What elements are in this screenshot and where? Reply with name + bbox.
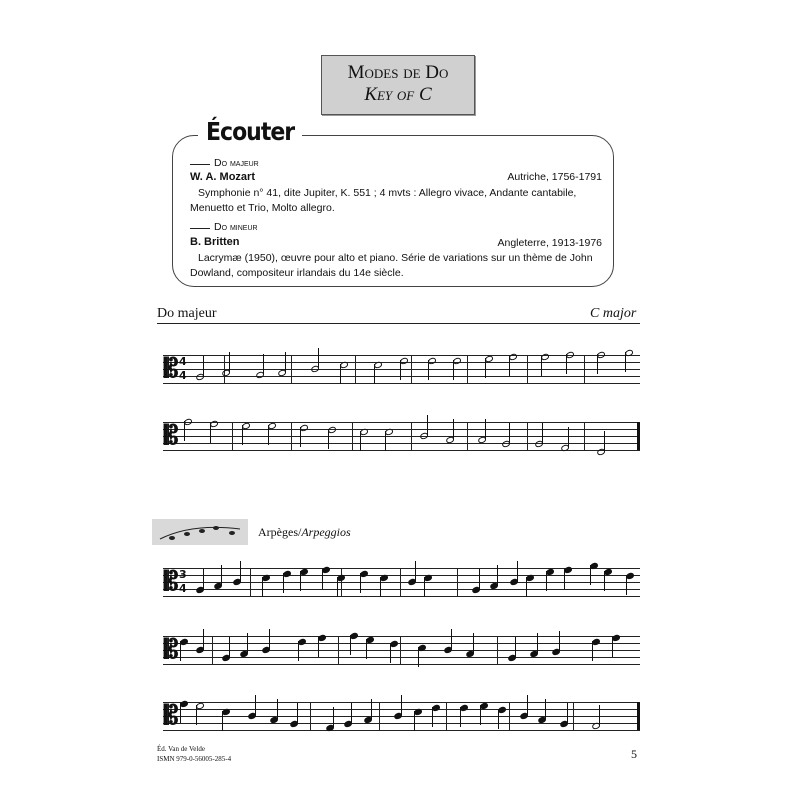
barline xyxy=(467,355,468,383)
barline xyxy=(338,636,339,664)
note-stem xyxy=(542,423,543,443)
note-stem xyxy=(460,707,461,727)
note-stem xyxy=(473,633,474,653)
note-stem xyxy=(285,352,286,372)
note-stem xyxy=(592,641,593,661)
note-stem xyxy=(545,699,546,719)
note-stem xyxy=(351,703,352,723)
staff-line xyxy=(163,369,640,370)
barline xyxy=(584,355,585,383)
barline xyxy=(310,702,311,730)
note-stem xyxy=(566,354,567,374)
arpeggio-label-english: Arpeggios xyxy=(301,525,351,539)
staff-4 xyxy=(163,636,640,664)
note-stem xyxy=(210,423,211,443)
note-stem xyxy=(527,695,528,715)
staff-line xyxy=(163,636,640,637)
note-stem xyxy=(203,356,204,376)
note-stem xyxy=(401,695,402,715)
note-stem xyxy=(604,431,605,451)
barline xyxy=(212,636,213,664)
alto-clef-icon: 𝄡 xyxy=(164,421,179,451)
note-stem xyxy=(427,415,428,435)
staff-line xyxy=(163,643,640,644)
barline xyxy=(411,422,412,450)
note-stem xyxy=(221,565,222,585)
barline xyxy=(527,355,528,383)
barline xyxy=(400,636,401,664)
staff-line xyxy=(163,450,640,451)
composer-mozart: W. A. Mozart xyxy=(190,171,255,183)
note-stem xyxy=(247,633,248,653)
note-stem xyxy=(269,629,270,649)
work-description-britten-1: Lacrymæ (1950), œuvre pour alto et piano. Série de variations sur un thème de John xyxy=(198,252,593,264)
note-stem xyxy=(229,352,230,372)
arpeggio-label-french: Arpèges/ xyxy=(258,525,302,539)
note-stem xyxy=(432,707,433,727)
alto-clef-icon: 𝄡 xyxy=(164,701,179,731)
note-stem xyxy=(300,571,301,591)
note-stem xyxy=(180,641,181,661)
bullet-line-icon xyxy=(190,228,210,229)
title-box xyxy=(321,55,475,115)
note-stem xyxy=(485,419,486,439)
ismn: ISMN 979-0-56005-285-4 xyxy=(157,755,232,763)
staff-line xyxy=(163,650,640,651)
barline xyxy=(400,568,401,596)
note-stem xyxy=(203,569,204,589)
note-stem xyxy=(625,352,626,372)
note-stem xyxy=(366,639,367,659)
note-stem xyxy=(196,705,197,725)
barline xyxy=(584,422,585,450)
work-description-britten-2: Dowland, compositeur irlandais du 14e siècle. xyxy=(190,267,404,279)
arpeggio-label xyxy=(258,525,351,540)
barline xyxy=(250,568,251,596)
note-stem xyxy=(400,360,401,380)
staff-line xyxy=(163,596,640,597)
note-stem xyxy=(509,423,510,443)
note-stem xyxy=(567,703,568,723)
work-description-mozart-1: Symphonie n° 41, dite Jupiter, K. 551 ; 4 mvts : Allegro vivace, Andante cantabile, xyxy=(198,187,577,199)
staff-line xyxy=(163,657,640,658)
note-stem xyxy=(497,565,498,585)
note-stem xyxy=(318,637,319,657)
staff-line xyxy=(163,664,640,665)
section-rule xyxy=(157,323,640,324)
note-stem xyxy=(424,577,425,597)
composer-britten: B. Britten xyxy=(190,236,240,248)
note-stem xyxy=(371,699,372,719)
note-stem xyxy=(541,356,542,376)
staff-3 xyxy=(163,568,640,596)
alto-clef-icon: 𝄡 xyxy=(164,354,179,384)
listen-heading: Écouter xyxy=(198,118,302,147)
time-signature-digit: 4 xyxy=(179,369,187,382)
staff-5 xyxy=(163,702,640,730)
note-stem xyxy=(180,703,181,723)
barline xyxy=(291,422,292,450)
note-stem xyxy=(268,425,269,445)
time-signature-digit: 4 xyxy=(179,355,187,368)
note-stem xyxy=(626,575,627,595)
note-stem xyxy=(537,633,538,653)
note-stem xyxy=(263,354,264,374)
note-stem xyxy=(590,565,591,585)
note-stem xyxy=(229,637,230,657)
note-stem xyxy=(498,709,499,729)
note-stem xyxy=(203,629,204,649)
note-stem xyxy=(564,569,565,589)
note-stem xyxy=(546,571,547,591)
note-stem xyxy=(509,356,510,376)
note-stem xyxy=(451,629,452,649)
note-stem xyxy=(322,569,323,589)
barline xyxy=(411,355,412,383)
staff-line xyxy=(163,723,640,724)
staff-line xyxy=(163,575,640,576)
mode-label-major: Do majeur xyxy=(214,157,259,169)
mode-label-minor: Do mineur xyxy=(214,221,258,233)
note-stem xyxy=(318,348,319,368)
note-stem xyxy=(360,573,361,593)
barline xyxy=(457,568,458,596)
note-stem xyxy=(222,711,223,731)
note-stem xyxy=(418,647,419,667)
bullet-line-icon xyxy=(190,164,210,165)
note-stem xyxy=(612,637,613,657)
note-stem xyxy=(568,427,569,447)
final-barline xyxy=(637,422,640,450)
page-number: 5 xyxy=(631,747,637,761)
note-stem xyxy=(428,360,429,380)
barline xyxy=(341,568,342,596)
note-stem xyxy=(255,695,256,715)
barline xyxy=(509,702,510,730)
note-stem xyxy=(515,637,516,657)
note-stem xyxy=(479,569,480,589)
barline xyxy=(446,702,447,730)
time-signature-digit: 4 xyxy=(179,582,187,595)
note-stem xyxy=(385,431,386,451)
barline xyxy=(379,702,380,730)
alto-clef-icon: 𝄡 xyxy=(164,567,179,597)
note-stem xyxy=(242,425,243,445)
note-stem xyxy=(414,711,415,731)
note-stem xyxy=(485,358,486,378)
section-title-french: Do majeur xyxy=(157,306,217,321)
note-stem xyxy=(240,561,241,581)
time-signature-digit: 3 xyxy=(179,568,187,581)
note-stem xyxy=(453,419,454,439)
note-stem xyxy=(262,577,263,597)
note-stem xyxy=(480,705,481,725)
note-stem xyxy=(300,427,301,447)
note-stem xyxy=(184,421,185,441)
note-stem xyxy=(453,360,454,380)
barline xyxy=(355,355,356,383)
note-stem xyxy=(328,429,329,449)
note-stem xyxy=(298,641,299,661)
barline xyxy=(291,355,292,383)
note-stem xyxy=(350,635,351,655)
note-stem xyxy=(526,577,527,597)
note-stem xyxy=(337,577,338,597)
staff-1 xyxy=(163,355,640,383)
barline xyxy=(467,422,468,450)
staff-line xyxy=(163,383,640,384)
staff-line xyxy=(163,730,640,731)
barline xyxy=(352,422,353,450)
note-stem xyxy=(604,571,605,591)
composer-origin-britten: Angleterre, 1913-1976 xyxy=(497,237,602,249)
note-stem xyxy=(283,573,284,593)
note-stem xyxy=(415,561,416,581)
staff-line xyxy=(163,376,640,377)
note-stem xyxy=(297,703,298,723)
barline xyxy=(497,636,498,664)
note-stem xyxy=(597,354,598,374)
final-barline xyxy=(637,702,640,730)
title-english: Key of C xyxy=(364,84,432,105)
section-title-english: C major xyxy=(590,306,637,321)
publisher: Éd. Van de Velde xyxy=(157,745,205,753)
barline xyxy=(232,422,233,450)
staff-line xyxy=(163,589,640,590)
note-stem xyxy=(380,577,381,597)
note-stem xyxy=(374,364,375,384)
note-stem xyxy=(559,631,560,651)
title-french: Modes de Do xyxy=(347,62,449,83)
composer-origin-mozart: Autriche, 1756-1791 xyxy=(507,171,602,183)
note-stem xyxy=(517,561,518,581)
alto-clef-icon: 𝄡 xyxy=(164,635,179,665)
note-stem xyxy=(390,643,391,663)
arpeggio-illustration xyxy=(152,519,248,545)
note-stem xyxy=(360,431,361,451)
barline xyxy=(573,702,574,730)
note-stem xyxy=(277,699,278,719)
work-description-mozart-2: Menuetto et Trio, Molto allegro. xyxy=(190,202,335,214)
note-stem xyxy=(599,705,600,725)
note-stem xyxy=(333,707,334,727)
staff-line xyxy=(163,422,640,423)
barline xyxy=(527,422,528,450)
note-stem xyxy=(340,364,341,384)
staff-2 xyxy=(163,422,640,450)
